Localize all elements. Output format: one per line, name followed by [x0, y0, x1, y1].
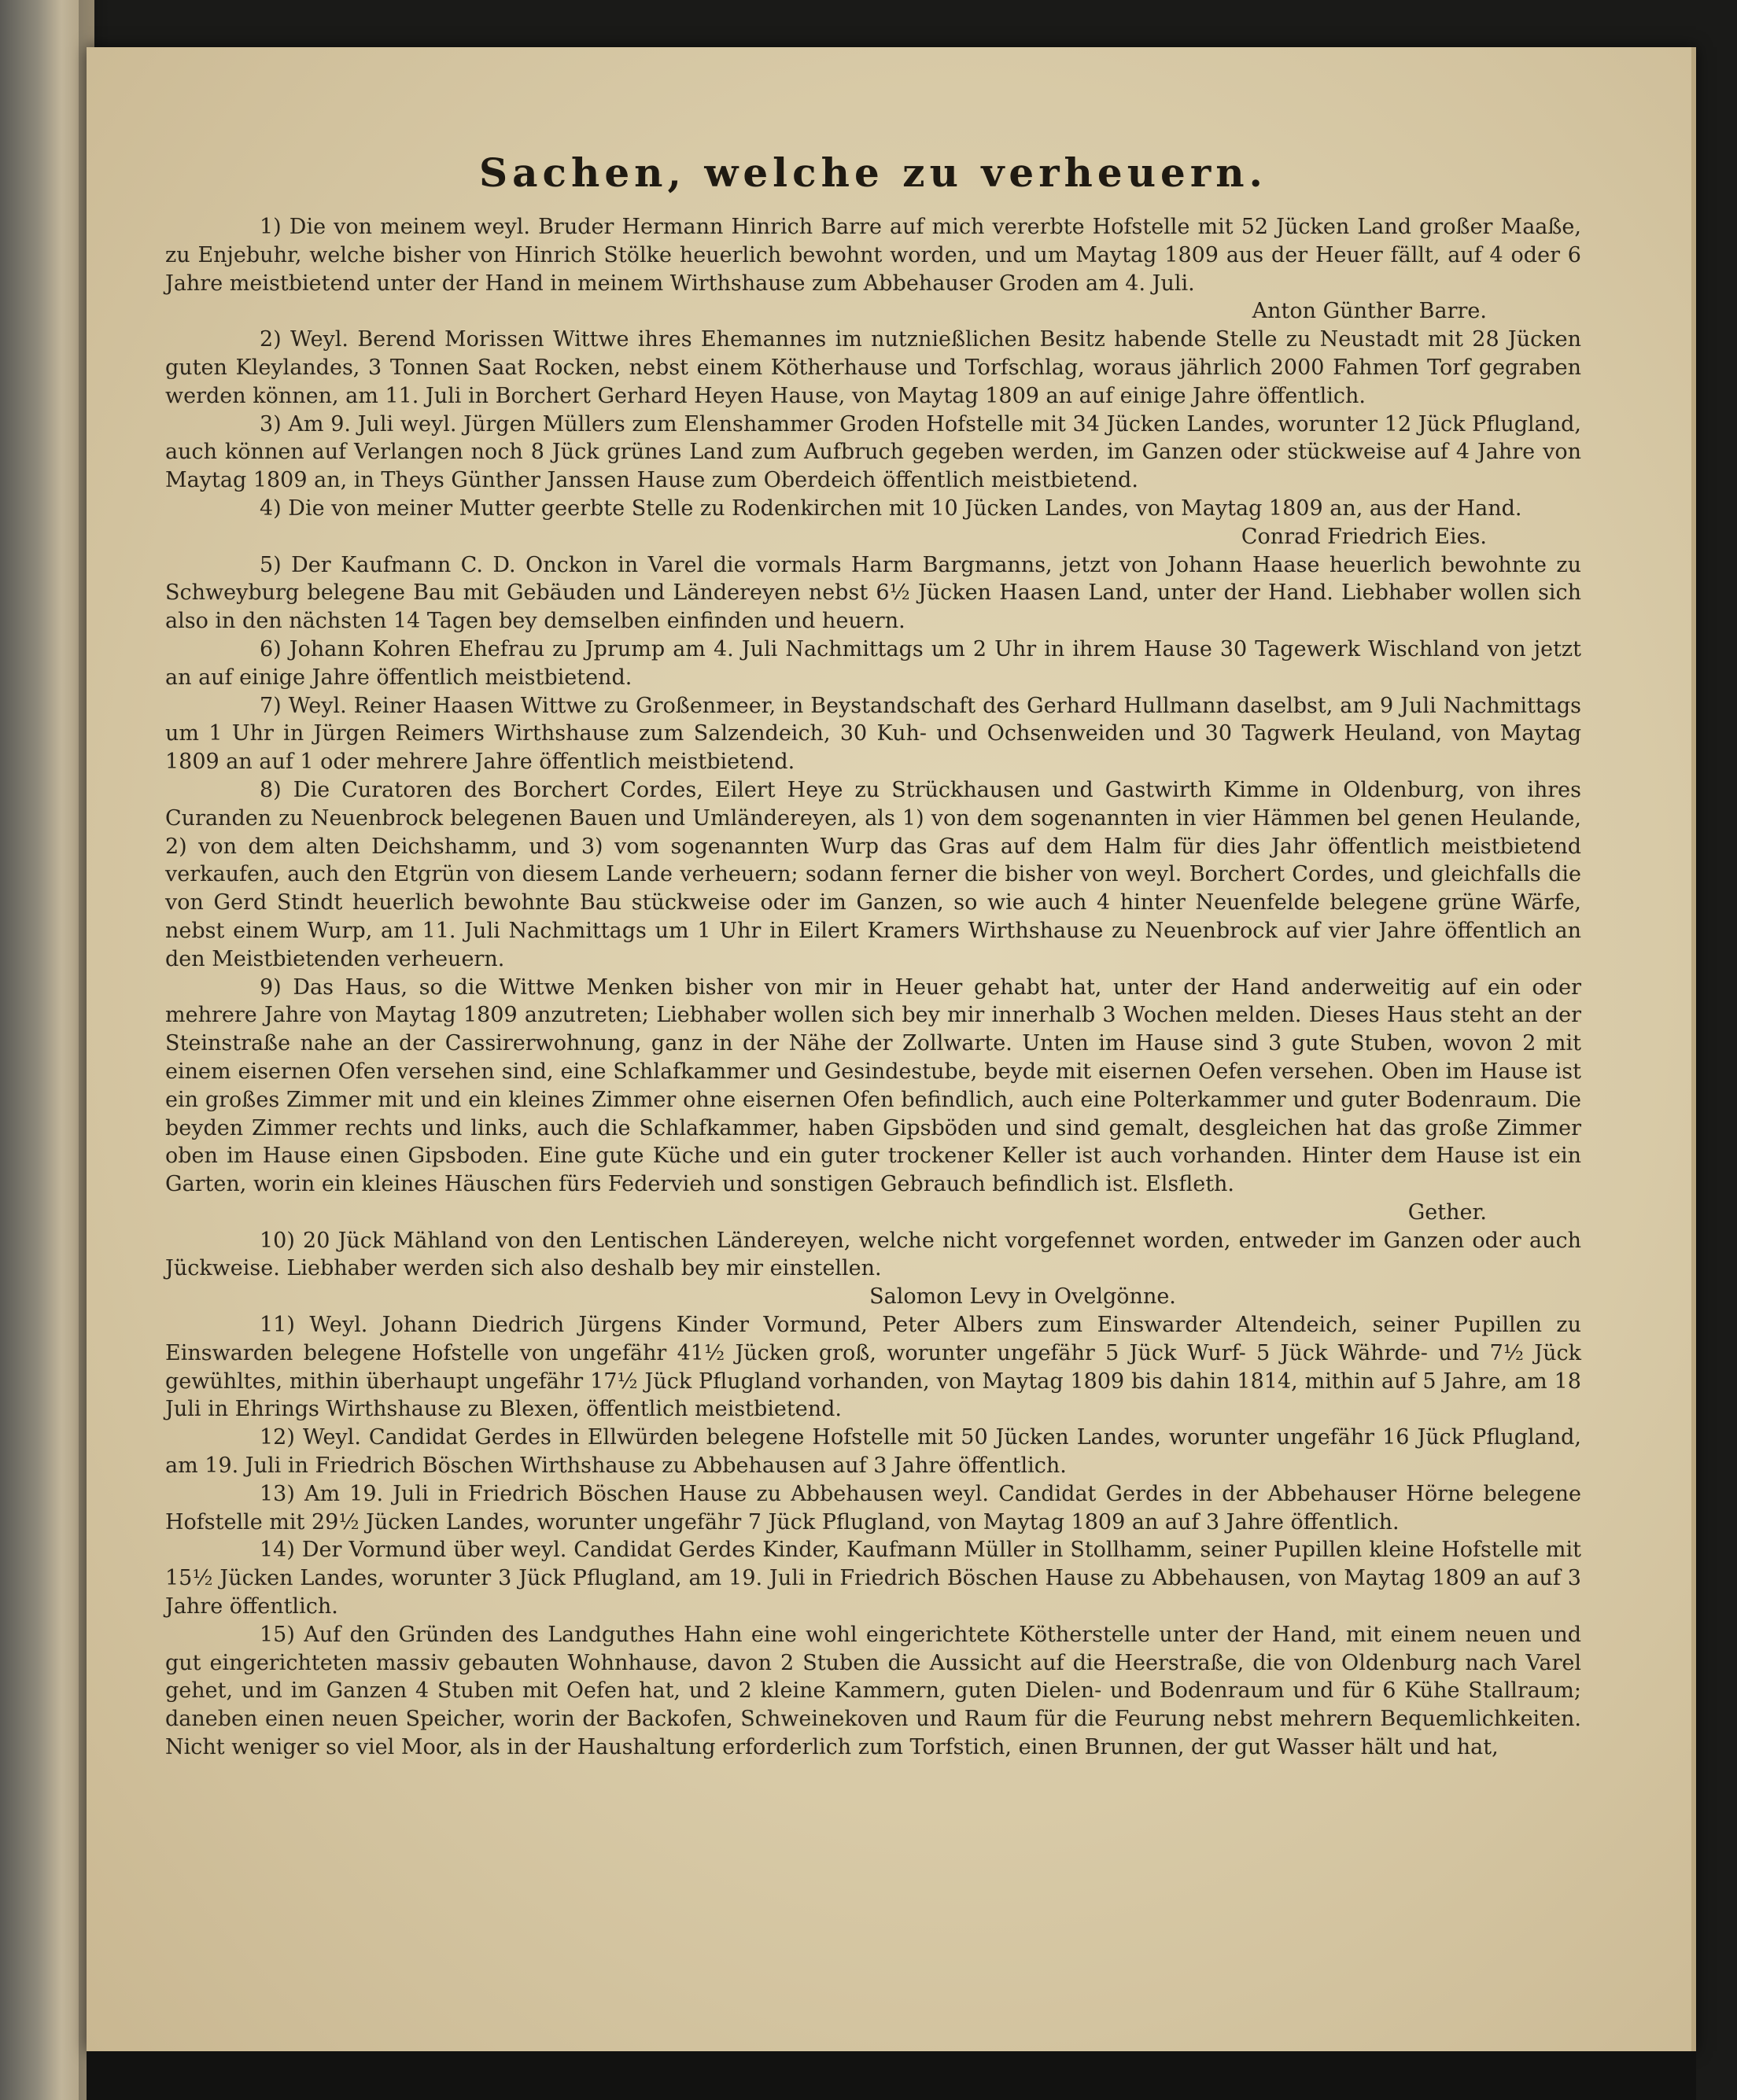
entry-12: 12) Weyl. Candidat Gerdes in Ellwürden belegene Hofstelle mit 50 Jücken Landes, worunter ungefähr 16 Jück Pflugland, am 19. Juli in Friedrich Böschen Wirthshause zu Abbehausen auf 3 Jahre öffentlich. — [165, 1425, 1581, 1479]
entry-15: 15) Auf den Gründen des Landguthes Hahn eine wohl eingerichtete Kötherstelle unter der Hand, mit einem neuen und gut eingerichteten massiv gebauten Wohnhause, davon 2 Stuben die Aussicht auf die Heerstraße, die von Oldenburg nach Varel gehet, und im Ganzen 4 Stuben mit Oefen hat, und 2 kleine Kammern, guten Dielen- und Bodenraum und für 6 Kühe Stallraum; daneben einen neuen Speicher, worin der Backofen, Schweinekoven und Raum für die Feurung nebst mehrern Bequemlichkeiten. Nicht weniger so viel Moor, als in der Haushaltung erforderlich zum Torfstich, einen Brunnen, der gut Wasser hält und hat, — [165, 1622, 1581, 1760]
entry-4-signature: Conrad Friedrich Eies. — [1241, 524, 1487, 549]
entry-10: 10) 20 Jück Mähland von den Lentischen Ländereyen, welche nicht vorgefennet worden, entweder im Ganzen oder auch Jückweise. Liebhaber werden sich also deshalb bey mir einstellen. — [165, 1228, 1581, 1281]
page-content — [165, 149, 1581, 1762]
entry-4: 4) Die von meiner Mutter geerbte Stelle zu Rodenkirchen mit 10 Jücken Landes, von Maytag 1809 an, aus der Hand. — [260, 496, 1522, 521]
document-page — [87, 47, 1696, 2051]
entry-1: 1) Die von meinem weyl. Bruder Hermann Hinrich Barre auf mich vererbte Hofstelle mit 52 Jücken Land großer Maaße, zu Enjebuhr, welche bisher von Hinrich Stölke heuerlich bewohnt worden, und um Maytag 1809 aus der Heuer fällt, auf 4 oder 6 Jahre meistbietend unter der Hand in meinem Wirthshause zum Abbehauser Groden am 4. Juli. — [165, 215, 1581, 296]
entry-11: 11) Weyl. Johann Diedrich Jürgens Kinder Vormund, Peter Albers zum Einswarder Altendeich, seiner Pupillen zu Einswarden belegene Hofstelle von ungefähr 41½ Jücken groß, worunter ungefähr 5 Jück Wurf- 5 Jück Währde- und 7½ Jück gewühltes, mithin überhaupt ungefähr 17½ Jück Pflugland vorhanden, von Maytag 1809 bis dahin 1814, mithin auf 5 Jahre, am 18 Juli in Ehrings Wirthshause zu Blexen, öffentlich meistbietend. — [165, 1313, 1581, 1422]
entry-9-signature: Gether. — [1407, 1199, 1487, 1225]
page-heading: Sachen, welche zu verheuern. — [479, 149, 1267, 196]
entry-8: 8) Die Curatoren des Borchert Cordes, Eilert Heye zu Strückhausen und Gastwirth Kimme in Oldenburg, von ihres Curanden zu Neuenbrock belegenen Bauen und Umländereyen, als 1) von dem sogenannten in vier Hämmen bel genen Heulande, 2) von dem alten Deichshamm, und 3) vom sogenannten Wurp das Gras auf dem Halm für dies Jahr öffentlich meistbietend verkaufen, auch den Etgrün von diesem Lande verheuern; sodann ferner die bisher von weyl. Borchert Cordes, und gleichfalls die von Gerd Stindt heuerlich bewohnte Bau stückweise oder im Ganzen, so wie auch 4 hinter Neuenfelde belegene grüne Wärfe, nebst einem Wurp, am 11. Juli Nachmittags um 1 Uhr in Eilert Kramers Wirthshause zu Neuenbrock auf vier Jahre öffentlich an den Meistbietenden verheuern. — [165, 777, 1581, 971]
entry-7: 7) Weyl. Reiner Haasen Wittwe zu Großenmeer, in Beystandschaft des Gerhard Hullmann daselbst, am 9 Juli Nachmittags um 1 Uhr in Jürgen Reimers Wirthshause zum Salzendeich, 30 Kuh- und Ochsenweiden und 30 Tagwerk Heuland, von Maytag 1809 an auf 1 oder mehrere Jahre öffentlich meistbietend. — [165, 693, 1581, 775]
entry-2: 2) Weyl. Berend Morissen Wittwe ihres Ehemannes im nutznießlichen Besitz habende Stelle zu Neustadt mit 28 Jücken guten Kleylandes, 3 Tonnen Saat Rocken, nebst einem Kötherhause und Torfschlag, woraus jährlich 2000 Fahmen Torf gegraben werden können, am 11. Juli in Borchert Gerhard Heyen Hause, von Maytag 1809 an auf einige Jahre öffentlich. — [165, 327, 1581, 408]
scan-bottom-border — [87, 2051, 1696, 2100]
entry-9: 9) Das Haus, so die Wittwe Menken bisher von mir in Heuer gehabt hat, unter der Hand anderweitig auf ein oder mehrere Jahre von Maytag 1809 anzutreten; Liebhaber wollen sich bey mir innerhalb 3 Wochen melden. Dieses Haus steht an der Steinstraße nahe an der Cassirerwohnung, ganz in der Nähe der Zollwarte. Unten im Hause sind 3 gute Stuben, wovon 2 mit einem eisernen Ofen versehen sind, eine Schlafkammer und Gesindestube, beyde mit eisernen Oefen versehen. Oben im Hause ist ein großes Zimmer mit und ein kleines Zimmer ohne eisernen Ofen befindlich, auch eine Polterkammer und guter Bodenraum. Die beyden Zimmer rechts und links, auch die Schlafkammer, haben Gipsböden und sind gemalt, desgleichen hat das große Zimmer oben im Hause einen Gipsboden. Eine gute Küche und ein guter trockener Keller ist auch vorhanden. Hinter dem Hause ist ein Garten, worin ein kleines Häuschen fürs Federvieh und sonstigen Gebrauch befindlich ist. Elsfleth. — [165, 974, 1581, 1197]
entry-6: 6) Johann Kohren Ehefrau zu Jprump am 4. Juli Nachmittags um 2 Uhr in ihrem Hause 30 Tagewerk Wischland von jetzt an auf einige Jahre öffentlich meistbietend. — [165, 636, 1581, 690]
entry-5: 5) Der Kaufmann C. D. Onckon in Varel die vormals Harm Bargmanns, jetzt von Johann Haase heuerlich bewohnte zu Schweyburg belegene Bau mit Gebäuden und Ländereyen nebst 6½ Jücken Haasen Land, unter der Hand. Liebhaber wollen sich also in den nächsten 14 Tagen bey demselben einfinden und heuern. — [165, 552, 1581, 634]
entry-3: 3) Am 9. Juli weyl. Jürgen Müllers zum Elenshammer Groden Hofstelle mit 34 Jücken Landes, worunter 12 Jück Pflugland, auch können auf Verlangen noch 8 Jück grünes Land zum Aufbruch gegeben werden, im Ganzen oder stückweise auf 4 Jahre von Maytag 1809 an, in Theys Günther Janssen Hause zum Oberdeich öffentlich meistbietend. — [165, 411, 1581, 493]
entry-13: 13) Am 19. Juli in Friedrich Böschen Hause zu Abbehausen weyl. Candidat Gerdes in der Abbehauser Hörne belegene Hofstelle mit 29½ Jücken Landes, worunter ungefähr 7 Jück Pflugland, von Maytag 1809 an auf 3 Jahre öffentlich. — [165, 1481, 1581, 1534]
entry-10-signature: Salomon Levy in Ovelgönne. — [869, 1284, 1176, 1310]
entry-1-signature: Anton Günther Barre. — [1252, 299, 1487, 324]
entry-14: 14) Der Vormund über weyl. Candidat Gerdes Kinder, Kaufmann Müller in Stollhamm, seiner Pupillen kleine Hofstelle mit 15½ Jücken Landes, worunter 3 Jück Pflugland, am 19. Juli in Friedrich Böschen Hause zu Abbehausen, von Maytag 1809 an auf 3 Jahre öffentlich. — [165, 1538, 1581, 1619]
